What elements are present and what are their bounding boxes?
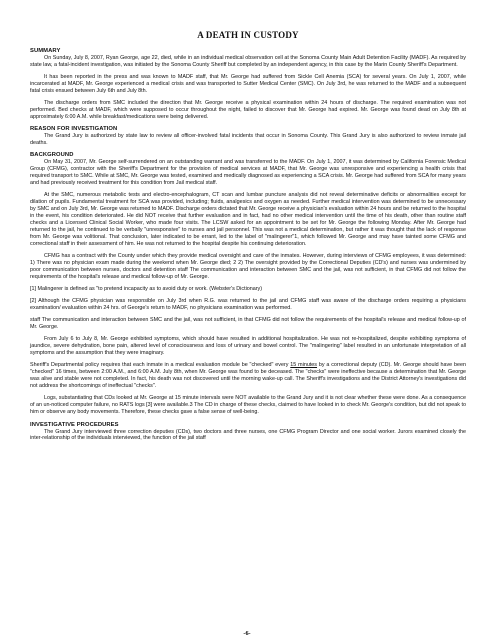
policy-interval: 15 minutes [290, 362, 318, 369]
page-number: -6- [243, 630, 251, 637]
summary-paragraph-3: The discharge orders from SMC included the direction that Mr. George receive a physical examination within 24 hours of discharge. The required examination was not performed. Bed checks at MADF, which were supposed to occur throughout the night, failed to discover that Mr. George had expired. Mr. George was found dead on July 8th at approximately 6:00 A.M. while breakfast/medications were being delivered. [30, 100, 466, 121]
summary-paragraph-2: It has been reported in the press and was known to MADF staff, that Mr. George had suffered from Sickle Cell Anemia (SCA) for several years. On July 1, 2007, while incarcerated at MADF, Mr. George experienced a medical crisis and was transported to Sutter Medical Center (SMC). On July 3rd, he was returned to the MADF and a subsequent fatal crisis ensued between July 6th and July 8th. [30, 74, 466, 94]
background-paragraph-2: At the SMC, numerous metabolic tests and electro-encephalogram, CT scan and lumbar puncture analysis did not reveal determinative deficits or abnormalities except for dilation of pupils. Fundamental treatment for SCA was provided, including; fluids, analgesics and oxygen as needed. Further medical intervention was determined to be unnecessary by SMC and on July 3rd, Mr. George was returned to MADF. Discharge orders dictated that Mr. George receive a physician's evaluation within 24 hours and be returned to the hospital in the event, his condition deteriorated. He did NOT receive that further evaluation and in fact, had no other medical intervention until the time of his death, other than routine staff checks and a Licensed Clinical Social Worker, who made four visits. The LCSW asked for an appointment to be set for Mr. George the following Monday. After Mr. George had returned to the jail, he continued to be verbally "unresponsive" to nurses and jail personnel. This was not a medical determination, but rather it was thought that the lack of response from Mr. George was volitional. That conclusion, later indicated to be errant, led to the label of "malingerer"1, which followed Mr. George and may have tainted some CFMG and correctional staff in their assessment of him. He was not returned to the hospital despite his continuing deterioration. [30, 192, 466, 247]
continuation-paragraph-4: Logs, substantiating that CDs looked at Mr. George at 15 minute intervals were NOT available to the Grand Jury and it is not clear whether these were done. As a consequence of an un-noticed computer failure, no RATS logs [3] were available.3 The CD in charge of these checks, claimed to have looked in to check Mr. George's condition, but did not speak to him or observe any body movements. Therefore, these checks gave a false sense of well-being. [30, 395, 466, 416]
summary-heading: SUMMARY [30, 48, 61, 54]
continuation-paragraph-2: From July 6 to July 8, Mr. George exhibited symptoms, which should have resulted in additional hospitalization. He was not re-hospitalized, despite exhibiting symptoms of jaundice, severe dehydration, bone pain, altered level of consciousness and loss of urinary and bowel control. The "malingering" label resulted in an unfortunate interpretation of all symptoms and the assumption that they were imaginary. [30, 336, 466, 357]
footnote-2: [2] Although the CFMG physician was responsible on July 3rd when R.G. was returned to the jail and CFMG staff was aware of the discharge orders requiring a physicians examination/ evaluation within 24 hrs. of George's return to MADF, no physicians examination was performed. [30, 298, 466, 312]
background-paragraph-3: CFMG has a contract with the County under which they provide medical oversight and care of the inmates. However, during interviews of CFMG employees, it was determined: 1) There was no physician exam made during the weekend when Mr. George died; 2 2) The oversight provided by the Correctional Deputies (CD's) and nurses was undermined by poor communication between nurses, doctors and detention staff The communication and interaction between SMC and the jail, was not sufficient, in that CFMG did not follow the requirements of the hospital's release and medical follow-up of Mr. George. [30, 253, 466, 280]
continuation-paragraph-3 [30, 362, 466, 390]
background-heading: BACKGROUND [30, 152, 74, 159]
policy-text-start: Sheriff's Departmental policy requires that each inmate in a medical evaluation module be "checked" every [30, 362, 291, 369]
policy-text-end: by a correctional deputy (CD). Mr. George should have been "checked" 16 times, between 2:00 A.M., and 6:00 A.M. July 8th, when Mr. George was found to be deceased. The "checks" were ineffective because a determination that Mr. George was alive and stable were not completed. In fact, his death was not discovered until the morning wake-up call. The Sheriff's investigations and the District Attorney's investigations did not address the shortcomings of ineffectual "checks". [30, 362, 466, 390]
continuation-paragraph-1: staff The communication and interaction between SMC and the jail, was not sufficient, in that CFMG did not follow the requirements of the hospital's release and medical follow-up of Mr. George. [30, 317, 466, 331]
procedures-heading: INVESTIGATIVE PROCEDURES [30, 421, 119, 428]
reason-paragraph: The Grand Jury is authorized by state law to review all officer-involved fatal incidents that occur in Sonoma County. This Grand Jury is also authorized to review inmate jail deaths. [30, 133, 466, 147]
reason-heading: REASON FOR INVESTIGATION [30, 126, 118, 133]
summary-paragraph-1: On Sunday, July 8, 2007, Ryan George, age 22, died, while in an individual medical observation cell at the Sonoma County Main Adult Detention Facility (MADF). As required by state law, a fatal-incident investigation, was initiated by the Sonoma County Sheriff but completed by an independent agency, in this case by the Marin County Sheriff's Department. [30, 55, 466, 68]
background-paragraph-1: On May 31, 2007, Mr. George self-surrendered on an outstanding warrant and was transferred to the MADF. On July 1, 2007, it was determined by California Forensic Medical Group (CFMG), contractor with the Sheriff's Department for the provision of medical services at MADF, that Mr. George was unresponsive and experiencing a health crisis that required transport to SMC. While at SMC, Mr. George was tested, examined and medically diagnosed as experiencing a SCA crisis. Mr. George had suffered from SCA for many years and had previously received treatment for this condition from Jail medical staff. [30, 159, 466, 187]
page-title: A DEATH IN CUSTODY [197, 30, 299, 40]
footnote-1: [1] Malingerer is defined as "to pretend incapacity as to avoid duty or work. (Webster's Dictionary) [30, 286, 263, 293]
document-page [30, 30, 466, 630]
procedures-paragraph: The Grand Jury interviewed three correction deputies (CDs), two doctors and three nurses, one CFMG Program Director and one social worker. Jurors examined closely the inter-relationship of the individuals interviewed, the function of the jail staff [30, 428, 466, 442]
